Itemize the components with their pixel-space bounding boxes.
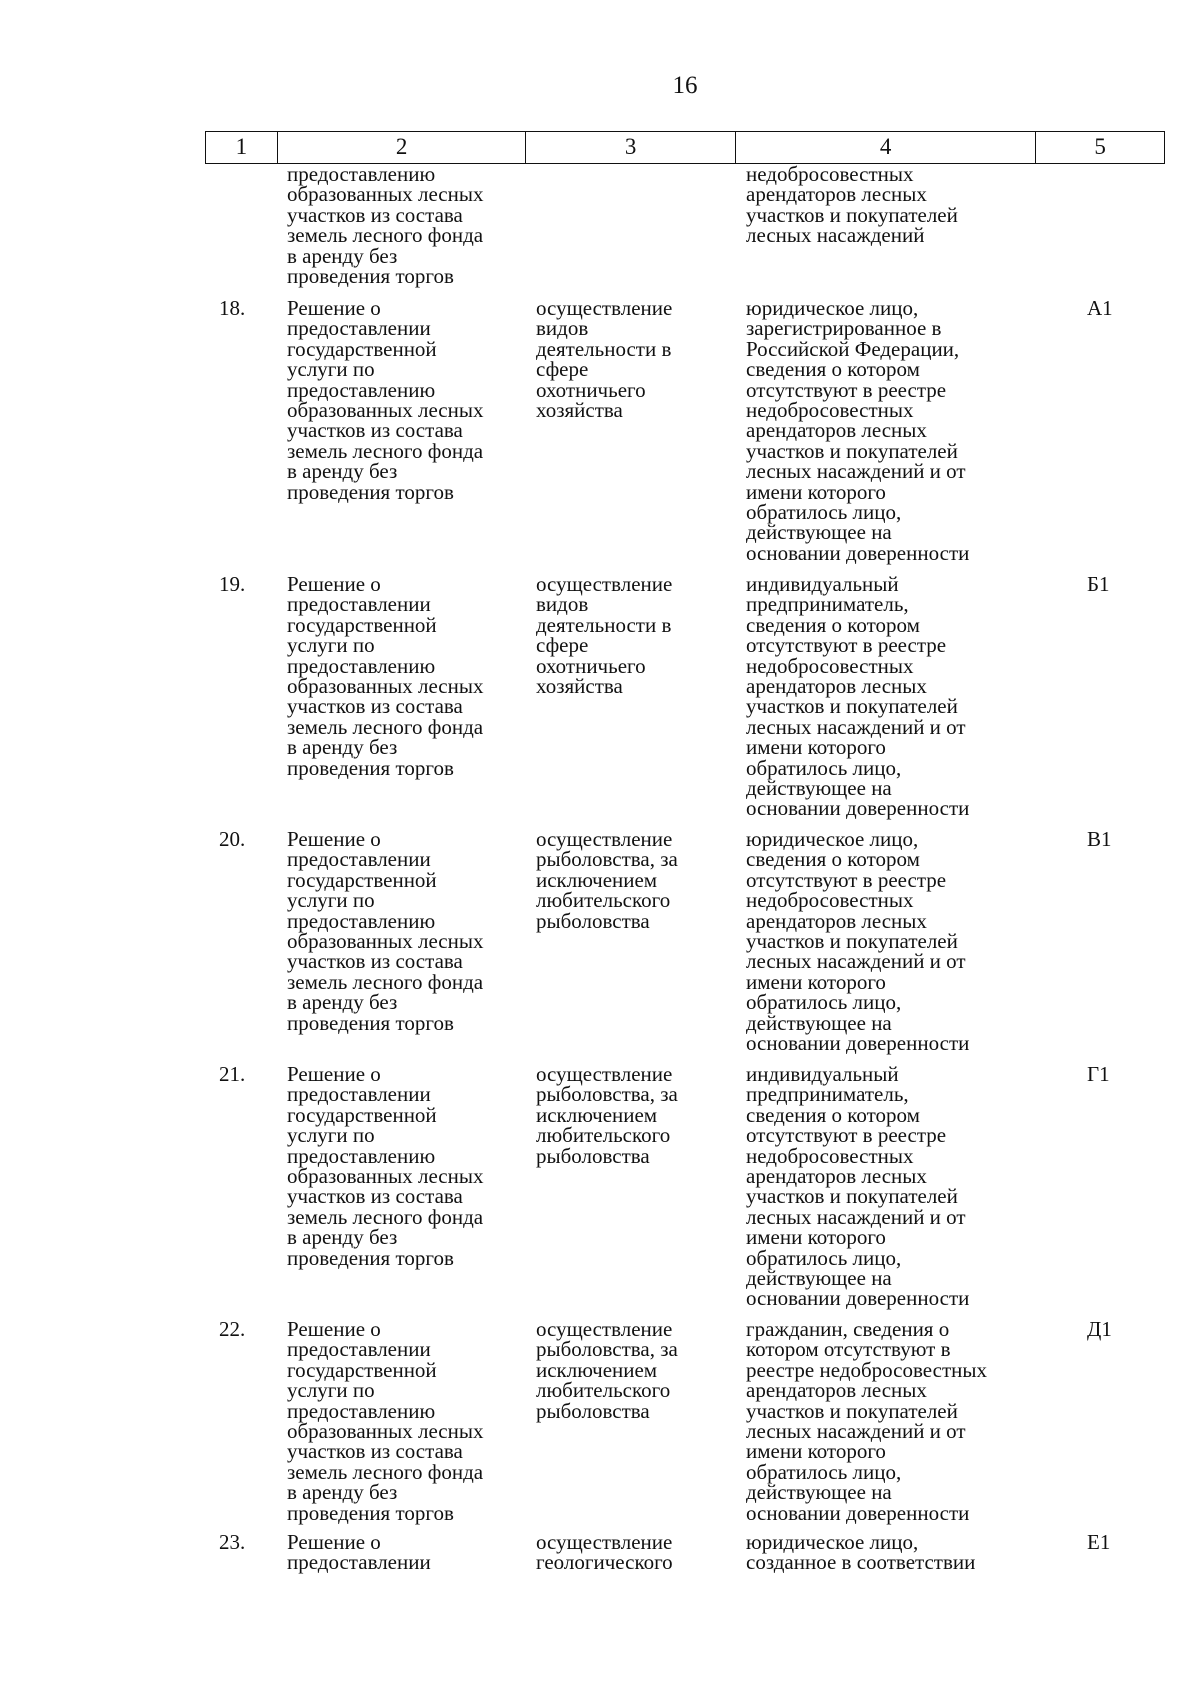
row-18-document: Решение о предоставлении государственной услуги по предоставлению образованных лесных участков из состава земель лесного фонда в аренду без проведения торгов xyxy=(287,296,484,504)
header-col-1: 1 xyxy=(206,132,278,163)
row-22-activity: осуществление рыболовства, за исключением любительского рыболовства xyxy=(536,1317,678,1423)
row-23-activity: осуществление геологического xyxy=(536,1530,673,1575)
row-20-applicant: юридическое лицо, сведения о котором отсутствуют в реестре недобросовестных арендаторов лесных участков и покупателей лесных насаждений и от имени которого обратилось лицо, действующее на основании доверенности xyxy=(746,827,970,1056)
continuation-col-2: предоставлению образованных лесных участков из состава земель лесного фонда в аренду без проведения торгов xyxy=(287,162,484,289)
row-18-number: 18. xyxy=(219,296,246,320)
continuation-col-4: недобросовестных арендаторов лесных участков и покупателей лесных насаждений xyxy=(746,162,958,248)
header-col-2: 2 xyxy=(278,132,526,163)
row-21-applicant: индивидуальный предприниматель, сведения о котором отсутствуют в реестре недобросовестных арендаторов лесных участков и покупателей лесных насаждений и от имени которого обратилось лицо, действующее на основании доверенности xyxy=(746,1062,970,1311)
row-23-number: 23. xyxy=(219,1530,246,1554)
row-21-activity: осуществление рыболовства, за исключением любительского рыболовства xyxy=(536,1062,678,1168)
page-number: 16 xyxy=(672,72,698,99)
header-col-5: 5 xyxy=(1094,134,1106,159)
row-21-number: 21. xyxy=(219,1062,246,1086)
row-20-code: В1 xyxy=(1087,827,1112,851)
row-20-document: Решение о предоставлении государственной услуги по предоставлению образованных лесных участков из состава земель лесного фонда в аренду без проведения торгов xyxy=(287,827,484,1035)
row-21-document: Решение о предоставлении государственной услуги по предоставлению образованных лесных участков из состава земель лесного фонда в аренду без проведения торгов xyxy=(287,1062,484,1270)
row-19-activity: осуществление видов деятельности в сфере охотничьего хозяйства xyxy=(536,572,673,699)
table-header xyxy=(205,131,1165,164)
row-22-number: 22. xyxy=(219,1317,246,1341)
header-col-3: 3 xyxy=(526,132,736,163)
row-23-document: Решение о предоставлении xyxy=(287,1530,431,1575)
row-20-number: 20. xyxy=(219,827,246,851)
row-18-applicant: юридическое лицо, зарегистрированное в Российской Федерации, сведения о котором отсутствуют в реестре недобросовестных арендаторов лесных участков и покупателей лесных насаждений и от имени которого обратилось лицо, действующее на основании доверенности xyxy=(746,296,970,565)
row-22-applicant: гражданин, сведения о котором отсутствуют в реестре недобросовестных арендаторов лесных участков и покупателей лесных насаждений и от имени которого обратилось лицо, действующее на основании доверенности xyxy=(746,1317,987,1525)
row-21-code: Г1 xyxy=(1087,1062,1110,1086)
row-23-code: Е1 xyxy=(1087,1530,1111,1554)
header-col-4: 4 xyxy=(736,132,1036,163)
row-18-code: А1 xyxy=(1087,296,1113,320)
row-18-activity: осуществление видов деятельности в сфере охотничьего хозяйства xyxy=(536,296,673,423)
row-22-code: Д1 xyxy=(1087,1317,1112,1341)
row-22-document: Решение о предоставлении государственной услуги по предоставлению образованных лесных участков из состава земель лесного фонда в аренду без проведения торгов xyxy=(287,1317,484,1525)
row-19-applicant: индивидуальный предприниматель, сведения о котором отсутствуют в реестре недобросовестных арендаторов лесных участков и покупателей лесных насаждений и от имени которого обратилось лицо, действующее на основании доверенности xyxy=(746,572,970,821)
row-19-code: Б1 xyxy=(1087,572,1110,596)
row-23-applicant: юридическое лицо, созданное в соответствии xyxy=(746,1530,976,1575)
row-19-number: 19. xyxy=(219,572,246,596)
row-20-activity: осуществление рыболовства, за исключением любительского рыболовства xyxy=(536,827,678,933)
row-19-document: Решение о предоставлении государственной услуги по предоставлению образованных лесных участков из состава земель лесного фонда в аренду без проведения торгов xyxy=(287,572,484,780)
